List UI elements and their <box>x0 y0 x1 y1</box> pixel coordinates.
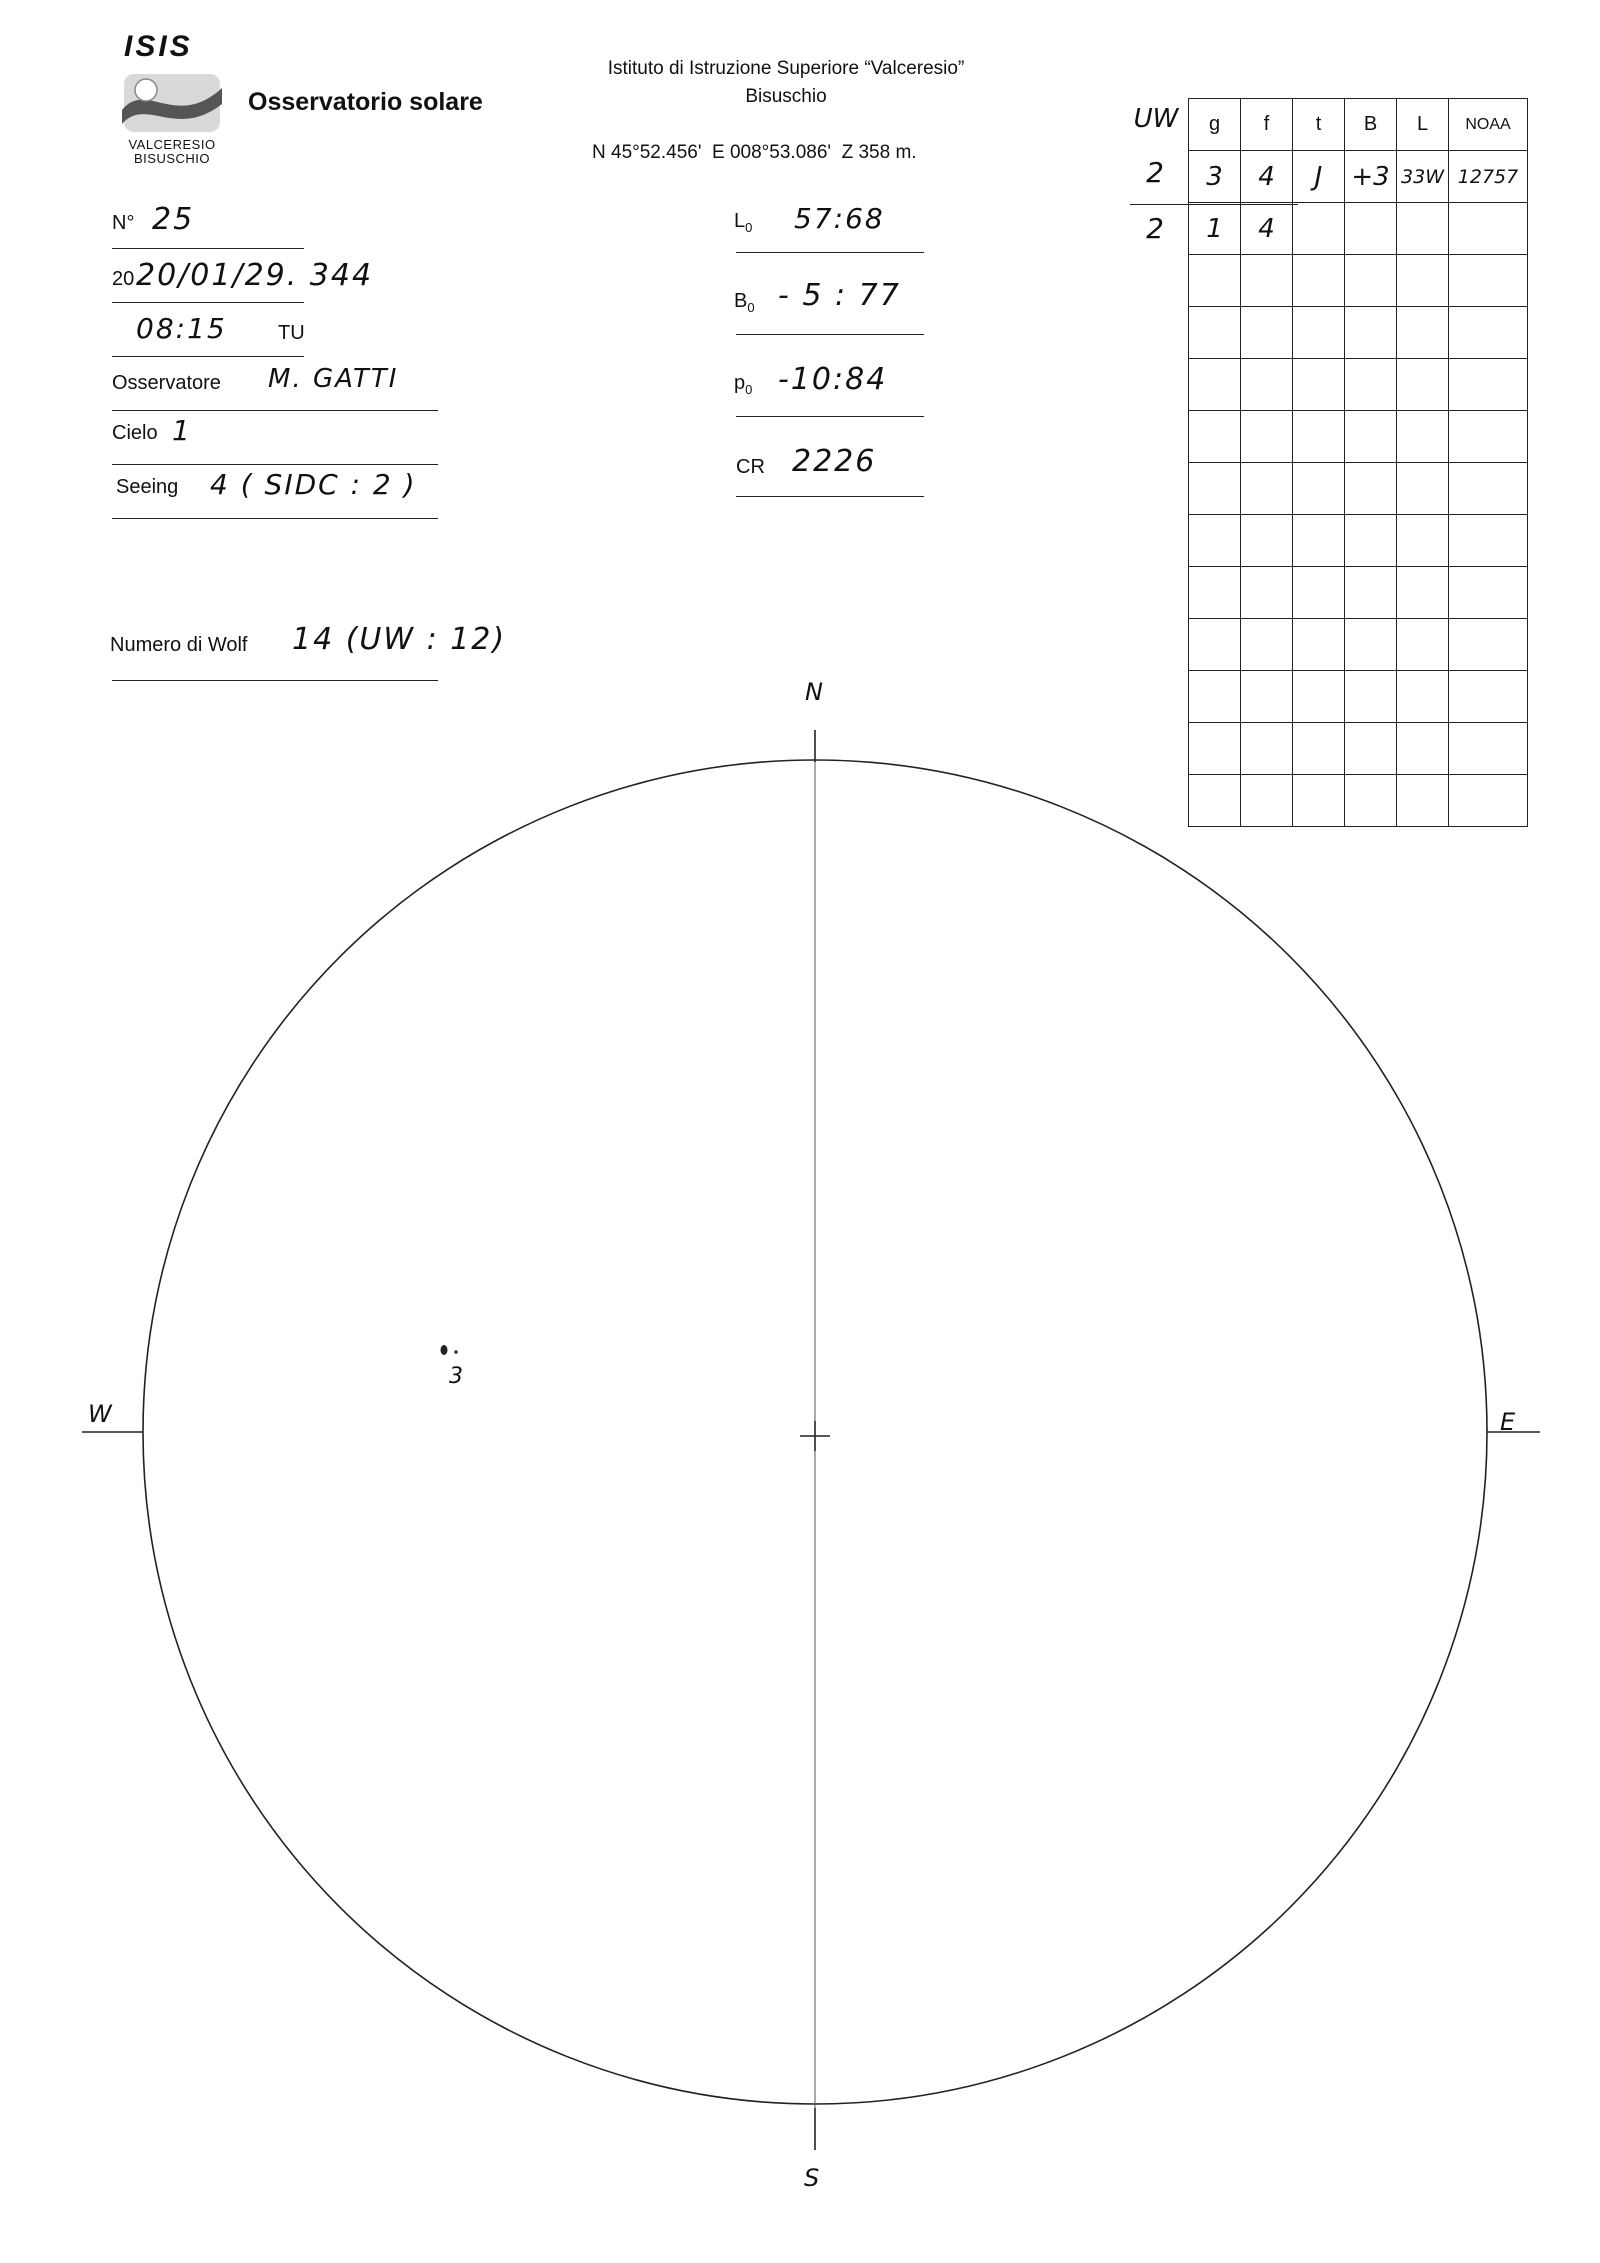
cell-l: 33W <box>1397 151 1449 203</box>
sky-value: 1 <box>172 414 192 447</box>
col-header-l: L <box>1397 99 1449 151</box>
institute-name: Istituto di Istruzione Superiore “Valceresio” <box>607 58 965 79</box>
date-value: 20/01/29. 344 <box>136 258 374 293</box>
cell-f: 4 <box>1241 203 1293 255</box>
logo-line-2: BISUSCHIO <box>133 151 210 166</box>
number-value: 25 <box>152 202 195 237</box>
cell-t: J <box>1293 151 1345 203</box>
uw-row-2: 2 <box>1146 212 1166 245</box>
number-label: N° <box>112 212 135 234</box>
uw-row-1: 2 <box>1146 156 1166 189</box>
date-prefix: 20 <box>112 268 135 290</box>
cell-noaa: 12757 <box>1449 151 1528 203</box>
l0-label: $L_0$ <box>734 210 753 235</box>
institute-town: Bisuschio <box>745 86 827 107</box>
time-value: 08:15 <box>136 312 227 345</box>
wolf-label: Numero di Wolf <box>110 634 248 656</box>
col-header-noaa: NOAA <box>1449 99 1528 151</box>
logo-wordmark: ISIS <box>124 30 193 63</box>
col-header-b: B <box>1345 99 1397 151</box>
col-header-g: g <box>1189 99 1241 151</box>
seeing-value: 4 ( SIDC : 2 ) <box>210 468 417 501</box>
observer-label: Osservatore <box>112 372 221 394</box>
cell-g: 1 <box>1189 203 1241 255</box>
sunspot-small <box>454 1350 458 1354</box>
col-header-t: t <box>1293 99 1345 151</box>
cell-f: 4 <box>1241 151 1293 203</box>
b0-label: $B_0$ <box>734 290 755 315</box>
sunspot <box>441 1345 448 1355</box>
cr-label: CR <box>736 456 765 478</box>
cell-b: +3 <box>1345 151 1397 203</box>
sky-label: Cielo <box>112 422 158 444</box>
group-label: 3 <box>449 1364 463 1389</box>
p0-value: -10:84 <box>778 362 888 397</box>
east-label: E <box>1500 1408 1516 1436</box>
north-label: N <box>805 678 823 706</box>
page-title: Osservatorio solare <box>248 88 483 116</box>
b0-value: - 5 : 77 <box>778 278 901 313</box>
west-label: W <box>88 1400 112 1428</box>
col-header-f: f <box>1241 99 1293 151</box>
p0-label: $p_0$ <box>734 372 753 397</box>
south-label: S <box>804 2164 820 2192</box>
cell-g: 3 <box>1189 151 1241 203</box>
wolf-value: 14 (UW : 12) <box>292 622 507 657</box>
observatory-coordinates: N 45°52.456' E 008°53.086' Z 358 m. <box>592 142 917 163</box>
uw-header: UW <box>1133 104 1179 134</box>
logo-line-1: VALCERESIO <box>128 137 216 152</box>
cr-value: 2226 <box>792 444 877 479</box>
time-unit: TU <box>278 322 305 344</box>
seeing-label: Seeing <box>116 476 179 498</box>
l0-value: 57:68 <box>794 202 885 235</box>
observer-value: M. GATTI <box>268 364 399 394</box>
